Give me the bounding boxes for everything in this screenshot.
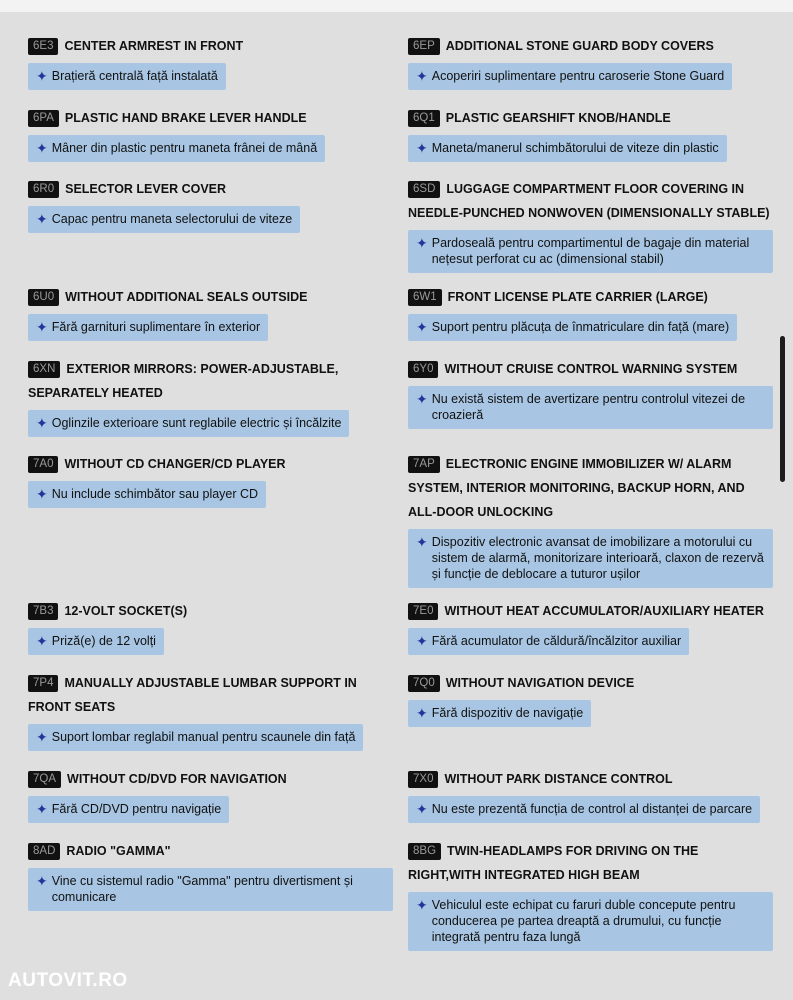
translation-box [408, 230, 773, 273]
option-code: 6W1 [408, 289, 442, 306]
option-code: 7X0 [408, 771, 438, 788]
option-code: 6E3 [28, 38, 58, 55]
sparkles-icon: ✦ [36, 211, 48, 227]
option-title: MANUALLY ADJUSTABLE LUMBAR SUPPORT IN FRONT SEATS [28, 676, 357, 714]
translation-box [28, 135, 325, 162]
top-bar [0, 0, 793, 12]
option-title-row [408, 452, 773, 524]
translation-box [28, 724, 363, 751]
watermark-logo: AUTOVIT.RO [8, 970, 128, 991]
translation-text: Dispozitiv electronic avansat de imobilizare a motorului cu sistem de alarmă, monitorizare interioară, claxon de rezervă și funcție de deblocare a tuturor ușilor [431, 535, 764, 581]
option-code: 8BG [408, 843, 441, 860]
sparkles-icon: ✦ [416, 897, 428, 913]
sparkles-icon: ✦ [416, 319, 428, 335]
option-title-row [28, 767, 378, 791]
option-title-row [28, 357, 373, 405]
translation-text: Nu este prezentă funcția de control al distanței de parcare [431, 802, 753, 816]
option-title-row [28, 285, 378, 309]
translation-box [28, 796, 229, 823]
translation-text: Fără garnituri suplimentare în exterior [51, 320, 261, 334]
translation-box [28, 628, 164, 655]
option-title-row [28, 106, 378, 130]
translation-text: Vine cu sistemul radio "Gamma" pentru divertisment și comunicare [51, 874, 353, 904]
translation-text: Oglinzile exterioare sunt reglabile electric și încălzite [51, 416, 342, 430]
option-title-row [28, 34, 378, 58]
option-item [28, 357, 373, 437]
option-title: ELECTRONIC ENGINE IMMOBILIZER W/ ALARM SYSTEM, INTERIOR MONITORING, BACKUP HORN, AND ALL-DOOR UNLOCKING [408, 457, 745, 519]
option-title: LUGGAGE COMPARTMENT FLOOR COVERING IN NEEDLE-PUNCHED NONWOVEN (DIMENSIONALLY STABLE) [408, 182, 770, 220]
option-title-row [408, 839, 773, 887]
option-item [408, 357, 773, 429]
option-title: WITHOUT CD CHANGER/CD PLAYER [64, 457, 286, 471]
option-item [28, 34, 378, 90]
sparkles-icon: ✦ [416, 235, 428, 251]
sparkles-icon: ✦ [416, 705, 428, 721]
translation-text: Suport lombar reglabil manual pentru scaunele din față [51, 730, 356, 744]
option-code: 7P4 [28, 675, 58, 692]
sparkles-icon: ✦ [416, 68, 428, 84]
option-item [28, 599, 378, 655]
option-code: 6EP [408, 38, 440, 55]
option-title: WITHOUT ADDITIONAL SEALS OUTSIDE [65, 290, 308, 304]
option-item [28, 106, 378, 162]
sparkles-icon: ✦ [36, 729, 48, 745]
sparkles-icon: ✦ [416, 391, 428, 407]
option-title-row [408, 671, 773, 695]
option-item [408, 671, 773, 727]
translation-text: Fără acumulator de căldură/încălzitor auxiliar [431, 634, 682, 648]
option-code: 6Q1 [408, 110, 440, 127]
translation-text: Nu include schimbător sau player CD [51, 487, 259, 501]
option-code: 7A0 [28, 456, 58, 473]
option-item [28, 839, 393, 911]
translation-box [408, 892, 773, 951]
option-title-row [408, 177, 773, 225]
translation-box [408, 63, 732, 90]
option-title-row [408, 34, 773, 58]
option-item [408, 177, 773, 273]
sparkles-icon: ✦ [416, 140, 428, 156]
sparkles-icon: ✦ [36, 633, 48, 649]
translation-box [408, 700, 591, 727]
sparkles-icon: ✦ [36, 873, 48, 889]
translation-box [28, 314, 268, 341]
option-item [28, 671, 398, 751]
option-item [28, 177, 378, 233]
translation-text: Vehiculul este echipat cu faruri duble concepute pentru conducerea pe partea dreaptă a drumului, cu funcție integrată pentru faza lungă [431, 898, 736, 944]
option-title-row [28, 452, 378, 476]
translation-box [28, 206, 300, 233]
option-code: 6R0 [28, 181, 59, 198]
translation-text: Acoperiri suplimentare pentru caroserie Stone Guard [431, 69, 725, 83]
option-title-row [408, 767, 773, 791]
option-code: 7B3 [28, 603, 58, 620]
vertical-scrollbar[interactable] [780, 336, 785, 482]
option-title: 12-VOLT SOCKET(S) [64, 604, 188, 618]
option-title-row [28, 177, 378, 201]
option-code: 7E0 [408, 603, 438, 620]
translation-box [28, 63, 226, 90]
option-title-row [408, 599, 773, 623]
sparkles-icon: ✦ [36, 486, 48, 502]
option-title: WITHOUT CD/DVD FOR NAVIGATION [67, 772, 287, 786]
sparkles-icon: ✦ [36, 68, 48, 84]
translation-text: Pardoseală pentru compartimentul de bagaje din material nețesut perforat cu ac (dimensional stabil) [431, 236, 750, 266]
option-code: 6Y0 [408, 361, 438, 378]
translation-text: Fără dispozitiv de navigație [431, 706, 584, 720]
translation-box [408, 314, 737, 341]
option-title: WITHOUT HEAT ACCUMULATOR/AUXILIARY HEATER [444, 604, 764, 618]
option-code: 6PA [28, 110, 59, 127]
sparkles-icon: ✦ [36, 319, 48, 335]
translation-text: Capac pentru maneta selectorului de viteze [51, 212, 293, 226]
translation-text: Nu există sistem de avertizare pentru controlul vitezei de croazieră [431, 392, 746, 422]
translation-box [408, 796, 760, 823]
option-title-row [408, 357, 773, 381]
translation-box [28, 868, 393, 911]
option-title: CENTER ARMREST IN FRONT [64, 39, 244, 53]
option-title: FRONT LICENSE PLATE CARRIER (LARGE) [447, 290, 708, 304]
translation-box [28, 410, 349, 437]
translation-text: Fără CD/DVD pentru navigație [51, 802, 222, 816]
option-item [408, 34, 773, 90]
option-title-row [408, 285, 773, 309]
translation-box [28, 481, 266, 508]
option-title: EXTERIOR MIRRORS: POWER-ADJUSTABLE, SEPARATELY HEATED [28, 362, 339, 400]
option-item [28, 285, 378, 341]
translation-text: Priză(e) de 12 volți [51, 634, 156, 648]
option-title: PLASTIC GEARSHIFT KNOB/HANDLE [445, 111, 671, 125]
option-title-row [408, 106, 773, 130]
translation-text: Suport pentru plăcuța de înmatriculare din față (mare) [431, 320, 730, 334]
translation-text: Brațieră centrală față instalată [51, 69, 218, 83]
option-title: WITHOUT PARK DISTANCE CONTROL [444, 772, 673, 786]
option-item [408, 285, 773, 341]
sparkles-icon: ✦ [416, 801, 428, 817]
option-item [408, 106, 773, 162]
translation-box [408, 529, 773, 588]
option-title: ADDITIONAL STONE GUARD BODY COVERS [445, 39, 714, 53]
translation-box [408, 386, 773, 429]
option-code: 7Q0 [408, 675, 440, 692]
option-title-row [28, 671, 398, 719]
sparkles-icon: ✦ [36, 415, 48, 431]
option-code: 6SD [408, 181, 440, 198]
option-item [408, 452, 773, 588]
option-title-row [28, 839, 393, 863]
option-code: 7QA [28, 771, 61, 788]
option-title: SELECTOR LEVER COVER [65, 182, 227, 196]
option-title: WITHOUT NAVIGATION DEVICE [445, 676, 635, 690]
option-title-row [28, 599, 378, 623]
sparkles-icon: ✦ [416, 633, 428, 649]
option-item [28, 452, 378, 508]
option-code: 8AD [28, 843, 60, 860]
option-code: 6XN [28, 361, 60, 378]
sparkles-icon: ✦ [416, 534, 428, 550]
option-item [28, 767, 378, 823]
option-title: WITHOUT CRUISE CONTROL WARNING SYSTEM [444, 362, 738, 376]
option-code: 6U0 [28, 289, 59, 306]
translation-box [408, 628, 689, 655]
option-code: 7AP [408, 456, 440, 473]
option-title: TWIN-HEADLAMPS FOR DRIVING ON THE RIGHT,WITH INTEGRATED HIGH BEAM [408, 844, 699, 882]
option-title: PLASTIC HAND BRAKE LEVER HANDLE [64, 111, 307, 125]
translation-text: Maneta/manerul schimbătorului de viteze din plastic [431, 141, 719, 155]
sparkles-icon: ✦ [36, 801, 48, 817]
option-title: RADIO "GAMMA" [66, 844, 171, 858]
translation-text: Mâner din plastic pentru maneta frânei de mână [51, 141, 318, 155]
option-item [408, 839, 773, 951]
option-item [408, 599, 773, 655]
translation-box [408, 135, 727, 162]
sparkles-icon: ✦ [36, 140, 48, 156]
option-item [408, 767, 773, 823]
